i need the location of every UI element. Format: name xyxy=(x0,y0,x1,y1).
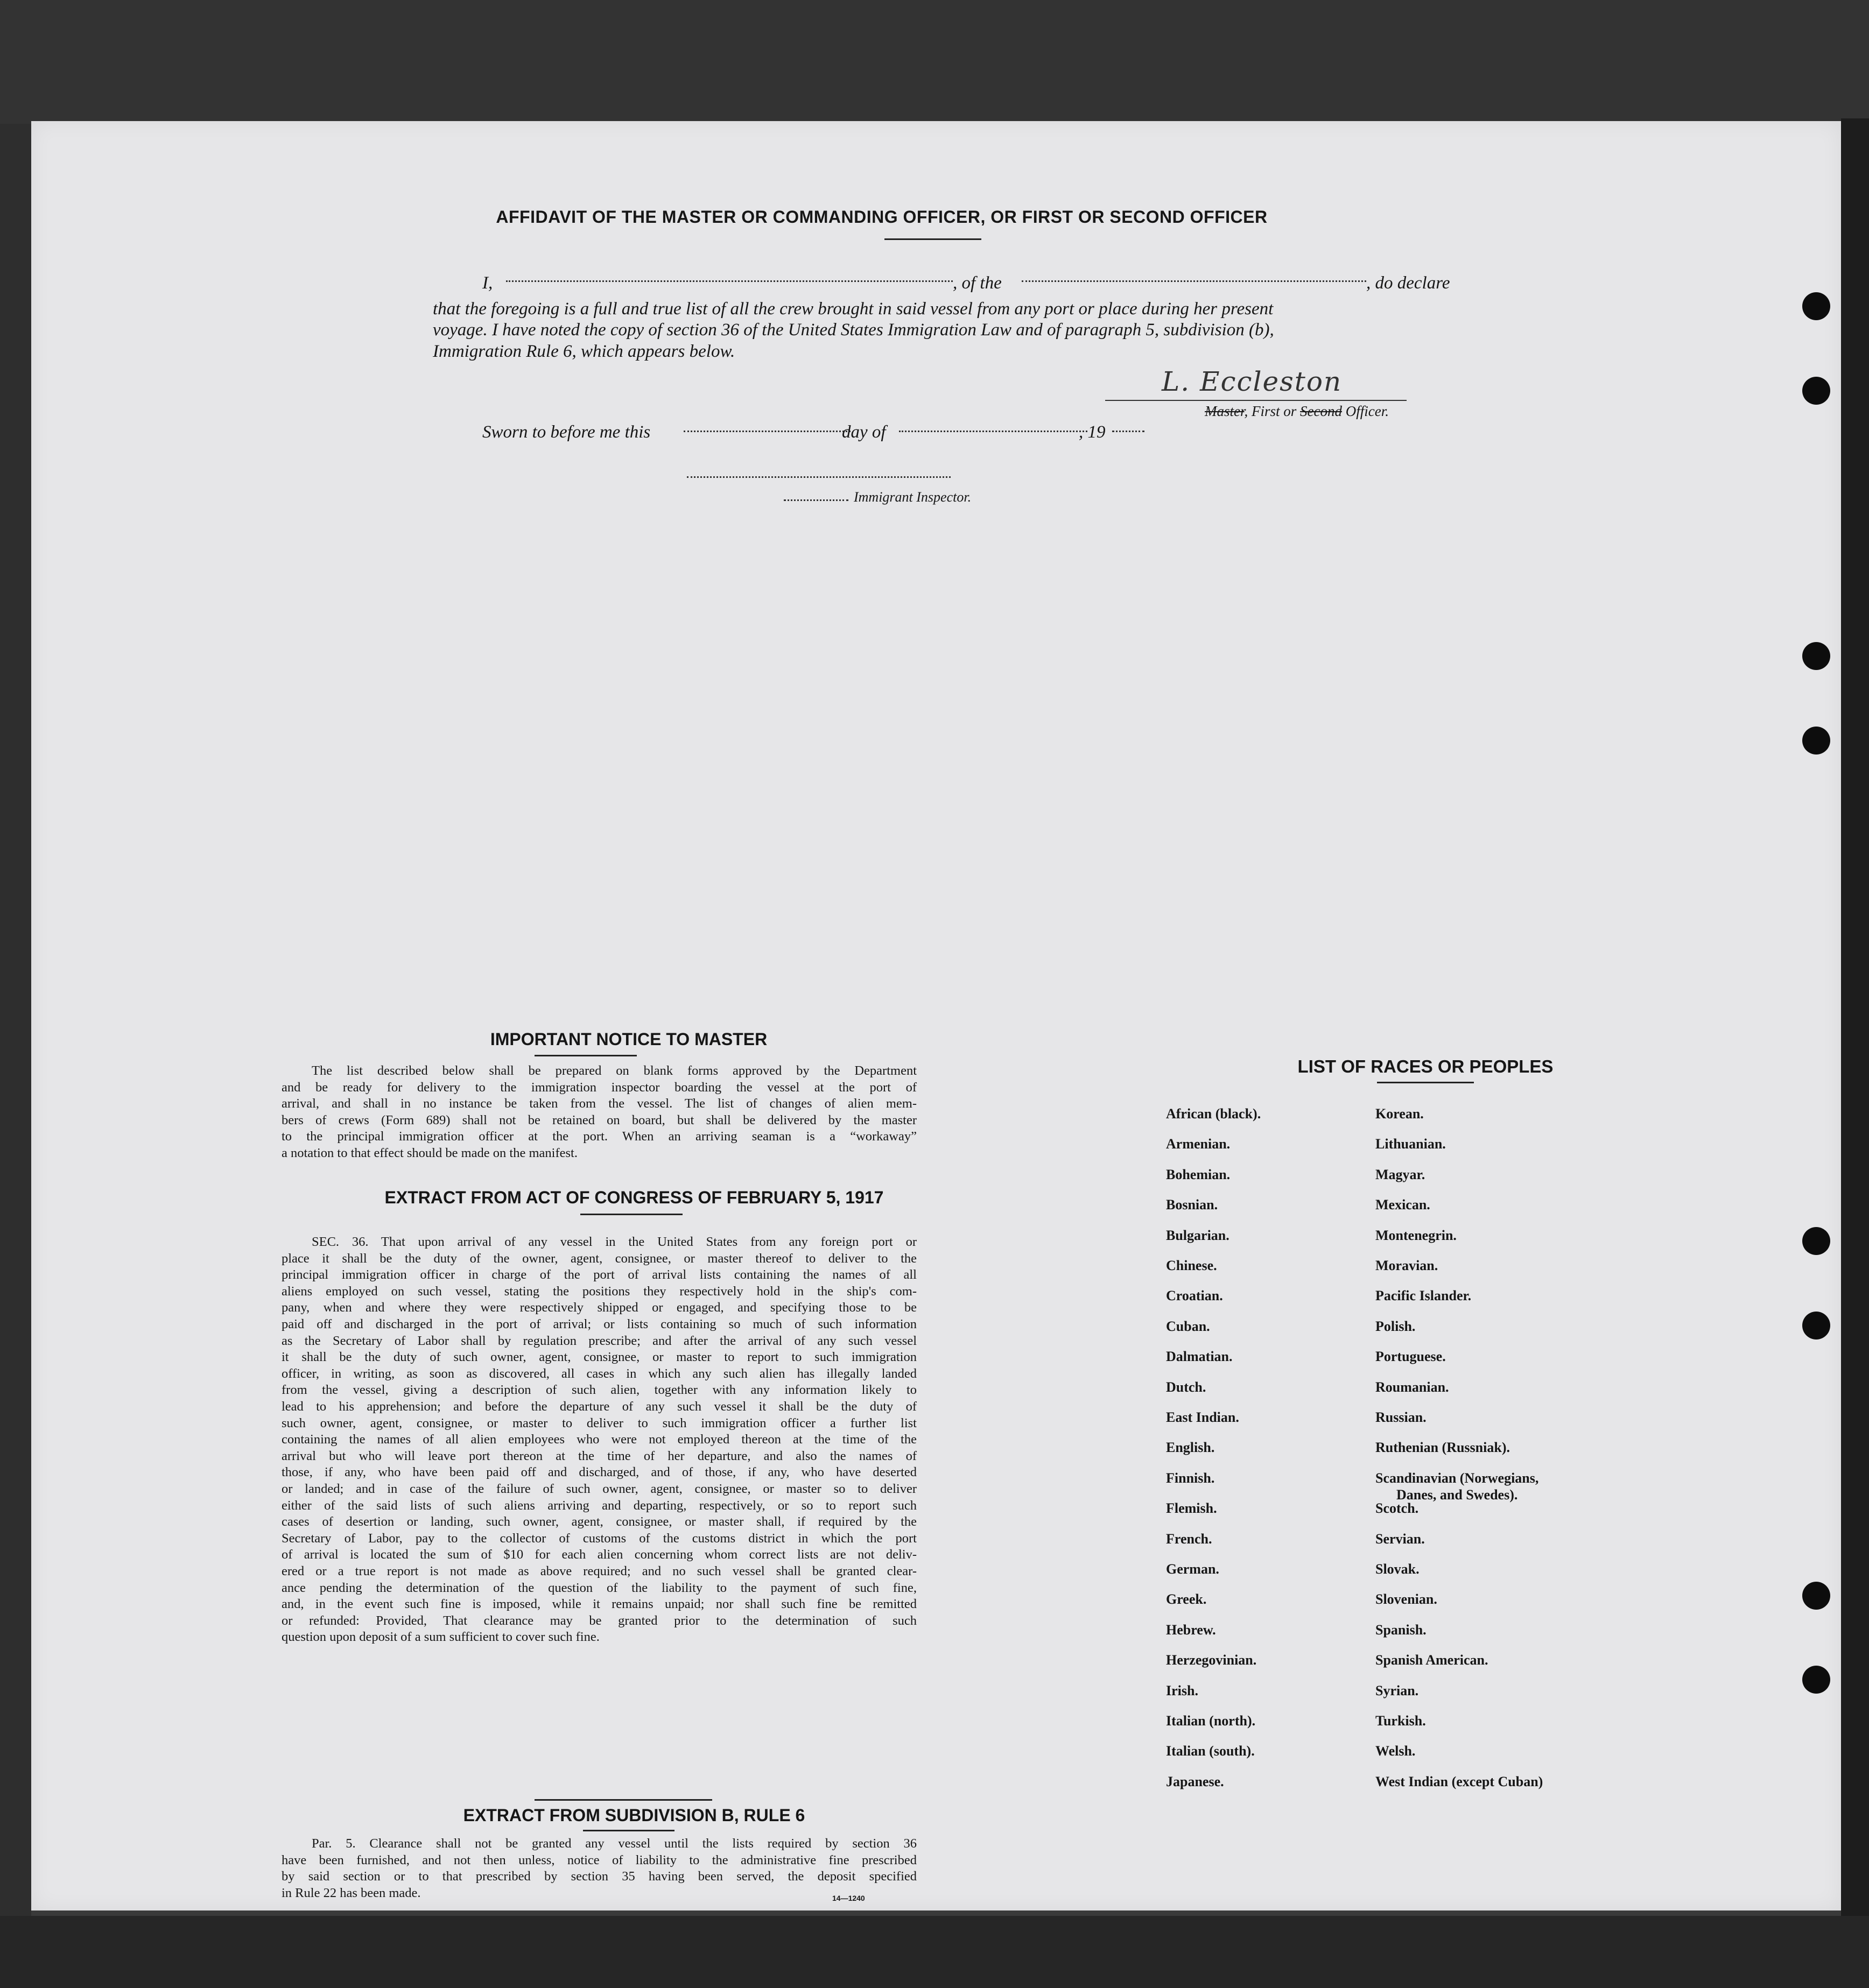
extract-act-underline xyxy=(580,1214,683,1215)
scan-bottom-border xyxy=(0,1916,1869,1988)
sworn-day-field[interactable] xyxy=(684,431,851,432)
paragraph-line: arrival, and shall in no instance be taken from the vessel. The list of changes of alien mem- xyxy=(282,1096,917,1111)
affidavit-line: that the foregoing is a full and true list of all the crew brought in said vessel from any port or place during her present xyxy=(433,299,1274,319)
paragraph-line: it shall be the duty of such owner, agent, consignee, or master to report to such immigration xyxy=(282,1350,917,1365)
name-field[interactable] xyxy=(506,280,953,282)
paragraph-line: or landed; and in case of the failure of such owner, agent, consignee, or master so to deliver xyxy=(282,1482,917,1496)
punch-hole xyxy=(1802,292,1830,320)
notice-underline xyxy=(535,1055,637,1056)
race-item: Mexican. xyxy=(1375,1197,1430,1213)
form-number: 14—1240 xyxy=(832,1894,865,1902)
affidavit-line: voyage. I have noted the copy of section 36 of the United States Immigration Law and of paragraph 5, subdivision (b), xyxy=(433,320,1274,340)
race-item: Spanish. xyxy=(1375,1622,1427,1638)
sworn-year-field[interactable] xyxy=(1112,431,1144,432)
race-item: Italian (north). xyxy=(1166,1713,1256,1729)
race-item: Polish. xyxy=(1375,1318,1416,1334)
officer-label: Officer. xyxy=(1342,403,1389,419)
paragraph-line: question upon deposit of a sum sufficient to cover such fine. xyxy=(282,1630,600,1645)
race-item: Bosnian. xyxy=(1166,1197,1218,1213)
race-item: Turkish. xyxy=(1375,1713,1426,1729)
signature-line xyxy=(1105,400,1407,401)
race-item: Irish. xyxy=(1166,1682,1198,1698)
race-item: Greek. xyxy=(1166,1591,1207,1608)
extract-rule-title: EXTRACT FROM SUBDIVISION B, RULE 6 xyxy=(463,1806,805,1825)
race-item: West Indian (except Cuban) xyxy=(1375,1773,1543,1789)
paragraph-line: or refunded: Provided, That clearance may be granted prior to the determination of such xyxy=(282,1613,917,1628)
notice-title: IMPORTANT NOTICE TO MASTER xyxy=(490,1030,768,1049)
race-item: African (black). xyxy=(1166,1106,1261,1122)
race-item: Slovak. xyxy=(1375,1561,1420,1577)
paragraph-line: bers of crews (Form 689) shall not be retained on board, but shall be delivered by the master xyxy=(282,1112,917,1127)
race-item: Japanese. xyxy=(1166,1773,1224,1789)
scan-left-border xyxy=(0,124,31,1916)
paragraph-line: in Rule 22 has been made. xyxy=(282,1885,421,1900)
race-item: Montenegrin. xyxy=(1375,1227,1457,1243)
race-item: English. xyxy=(1166,1440,1215,1456)
race-item: Scandinavian (Norwegians, xyxy=(1375,1470,1539,1486)
title-underline xyxy=(884,238,981,240)
race-item: German. xyxy=(1166,1561,1219,1577)
paragraph-line: have been furnished, and not then unless, notice of liability to the administrative fine prescribed xyxy=(282,1852,917,1867)
affidavit-do-declare: , do declare xyxy=(1366,273,1450,293)
paragraph-line: place it shall be the duty of the owner, agent, consignee, or master thereof to deliver to the xyxy=(282,1251,917,1266)
punch-hole xyxy=(1802,377,1830,405)
paragraph-line: from the vessel, giving a description of such alien, together with any information likely to xyxy=(282,1383,917,1398)
paragraph-line: and be ready for delivery to the immigration inspector boarding the vessel at the port of xyxy=(282,1080,917,1095)
paragraph-line: as the Secretary of Labor shall by regulation prescribe; and after the arrival of any such vessel xyxy=(282,1333,917,1348)
race-item: Croatian. xyxy=(1166,1288,1223,1304)
paragraph-line: ered or a true report is not made as above required; and no such vessel shall be granted clear- xyxy=(282,1564,917,1578)
races-underline xyxy=(1377,1082,1474,1083)
race-item: Chinese. xyxy=(1166,1258,1217,1273)
punch-hole xyxy=(1802,1666,1830,1694)
race-item: Magyar. xyxy=(1375,1166,1425,1182)
officer-signature: L. Eccleston xyxy=(1162,366,1343,397)
second-label: Second xyxy=(1300,403,1342,419)
sworn-month-field[interactable] xyxy=(899,431,1087,432)
paragraph-line: to the principal immigration officer at the port. When an arriving seaman is a “workaway” xyxy=(282,1129,917,1144)
punch-hole xyxy=(1802,1312,1830,1340)
paragraph-line: either of the said lists of such aliens arriving and departing, respectively, or so to report such xyxy=(282,1498,917,1513)
year-label: , 19 xyxy=(1079,422,1106,442)
paragraph-line: those, if any, who have been paid off and discharged, and of those, if any, who have deserted xyxy=(282,1465,917,1480)
paragraph-line: ance pending the determination of the question of the liability to the payment of such fine, xyxy=(282,1580,917,1595)
race-item: Russian. xyxy=(1375,1409,1427,1425)
race-item: Bohemian. xyxy=(1166,1166,1231,1182)
race-item: Moravian. xyxy=(1375,1258,1438,1273)
extract-rule-underline xyxy=(583,1830,674,1831)
inspector-label: Immigrant Inspector. xyxy=(854,489,972,505)
race-item: Dalmatian. xyxy=(1166,1349,1233,1365)
paragraph-line: containing the names of all alien employees who were not employed thereon at the time of the xyxy=(282,1432,917,1447)
race-item: Ruthenian (Russniak). xyxy=(1375,1440,1510,1456)
race-item-continuation: Danes, and Swedes). xyxy=(1396,1487,1518,1503)
affidavit-i-label: I, xyxy=(482,273,493,293)
scan-top-border xyxy=(0,0,1869,124)
extract-act-title: EXTRACT FROM ACT OF CONGRESS OF FEBRUARY 5, 1917 xyxy=(384,1188,884,1207)
master-label: Master xyxy=(1205,403,1245,419)
race-item: Hebrew. xyxy=(1166,1622,1216,1638)
inspector-signature-field[interactable] xyxy=(687,476,951,478)
scan-right-border xyxy=(1841,118,1869,1916)
race-item: Finnish. xyxy=(1166,1470,1215,1486)
paragraph-line: officer, in writing, as soon as discovered, all cases in which any such alien has illegally landed xyxy=(282,1366,917,1381)
races-title: LIST OF RACES OR PEOPLES xyxy=(1297,1056,1554,1076)
paragraph-line: such owner, agent, consignee, or master to deliver to such immigration officer a further list xyxy=(282,1415,917,1430)
race-item: Roumanian. xyxy=(1375,1379,1449,1395)
race-item: Servian. xyxy=(1375,1531,1425,1547)
sworn-label: Sworn to before me this xyxy=(482,422,651,442)
race-item: East Indian. xyxy=(1166,1409,1239,1425)
affidavit-line: Immigration Rule 6, which appears below. xyxy=(433,342,735,361)
paragraph-line: Par. 5. Clearance shall not be granted any vessel until the lists required by section 36 xyxy=(312,1836,917,1851)
punch-hole xyxy=(1802,642,1830,670)
paragraph-line: by said section or to that prescribed by section 35 having been served, the deposit specified xyxy=(282,1869,917,1884)
race-item: Syrian. xyxy=(1375,1682,1419,1698)
punch-hole xyxy=(1802,727,1830,755)
paragraph-line: principal immigration officer in charge of the port of arrival lists containing the names of all xyxy=(282,1267,917,1282)
punch-hole xyxy=(1802,1227,1830,1255)
race-item: Spanish American. xyxy=(1375,1652,1488,1668)
paragraph-line: a notation to that effect should be made on the manifest. xyxy=(282,1146,578,1160)
punch-hole xyxy=(1802,1582,1830,1610)
paragraph-line: SEC. 36. That upon arrival of any vessel in the United States from any foreign port or xyxy=(312,1235,917,1249)
paragraph-line: cases of desertion or landing, such owner, agent, consignee, or master shall, if required by the xyxy=(282,1514,917,1529)
race-item: Pacific Islander. xyxy=(1375,1288,1472,1304)
race-item: Herzegovinian. xyxy=(1166,1652,1257,1668)
signature-caption xyxy=(1205,403,1389,420)
inspector-field-lead xyxy=(784,499,848,501)
race-item: Welsh. xyxy=(1375,1743,1416,1759)
race-item: Portuguese. xyxy=(1375,1349,1446,1365)
affidavit-of-the: , of the xyxy=(953,273,1002,293)
paragraph-line: of arrival is located the sum of $10 for each alien concerning whom correct lists are not deliv- xyxy=(282,1547,917,1562)
race-item: Cuban. xyxy=(1166,1318,1210,1334)
race-item: Bulgarian. xyxy=(1166,1227,1229,1243)
race-item: Scotch. xyxy=(1375,1500,1419,1517)
paragraph-line: and, in the event such fine is imposed, while it remains unpaid; nor shall such fine be remitted xyxy=(282,1597,917,1612)
race-item: Flemish. xyxy=(1166,1500,1217,1517)
affidavit-title: AFFIDAVIT OF THE MASTER OR COMMANDING OFFICER, OR FIRST OR SECOND OFFICER xyxy=(496,207,1268,227)
race-item: Armenian. xyxy=(1166,1136,1231,1152)
paragraph-line: pany, when and where they were respectively shipped or engaged, and specifying those to be xyxy=(282,1300,917,1315)
document-page xyxy=(31,121,1841,1911)
paragraph-line: lead to his apprehension; and before the departure of any such vessel it shall be the duty of xyxy=(282,1399,917,1414)
paragraph-line: aliens employed on such vessel, stating the positions they respectively hold in the ship's com- xyxy=(282,1284,917,1299)
paragraph-line: Secretary of Labor, pay to the collector of customs of the customs district in which the port xyxy=(282,1531,917,1546)
race-item: Korean. xyxy=(1375,1106,1424,1122)
paragraph-line: arrival but who will leave port thereon at the time of her departure, and also the names of xyxy=(282,1448,917,1463)
race-item: Dutch. xyxy=(1166,1379,1206,1395)
race-item: Lithuanian. xyxy=(1375,1136,1446,1152)
paragraph-line: The list described below shall be prepared on blank forms approved by the Department xyxy=(312,1063,917,1078)
paragraph-line: paid off and discharged in the port of arrival; or lists containing so much of such information xyxy=(282,1317,917,1331)
race-item: Slovenian. xyxy=(1375,1591,1437,1608)
vessel-field[interactable] xyxy=(1022,280,1366,282)
first-or-label: , First or xyxy=(1244,403,1301,419)
race-item: Italian (south). xyxy=(1166,1743,1255,1759)
race-item: French. xyxy=(1166,1531,1212,1547)
day-of-label: day of xyxy=(842,422,886,442)
